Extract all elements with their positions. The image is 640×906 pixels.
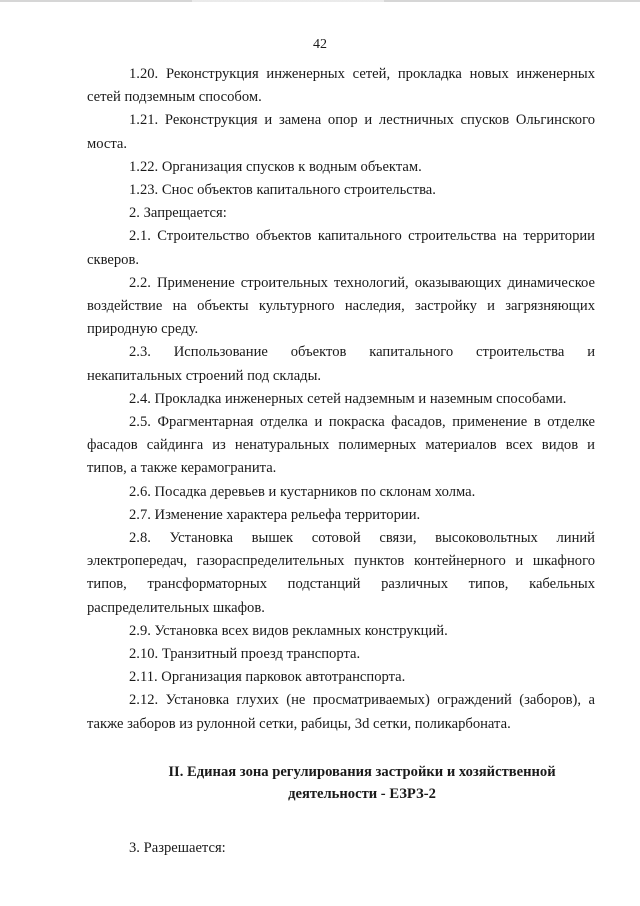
- section-heading: II. Единая зона регулирования застройки и хозяйственной деятельности - ЕЗРЗ-2: [168, 763, 556, 802]
- paragraph-2-2: 2.2. Применение строительных технологий, оказывающих динамическое воздействие на объекты культурного наследия, застройку и загрязняющих природную среду.: [87, 274, 595, 338]
- top-edge-line: [0, 0, 640, 2]
- paragraph-2-3: 2.3. Использование объектов капитального строительства и некапитальных строений под склады.: [87, 344, 595, 384]
- page-number: 42: [313, 37, 327, 52]
- paragraph-2-prohibited: 2. Запрещается:: [129, 205, 227, 222]
- paragraph-1-22: 1.22. Организация спусков к водным объектам.: [129, 158, 422, 175]
- paragraph-2-8: 2.8. Установка вышек сотовой связи, высоковольтных линий электропередач, газораспределительных пунктов контейнерного и шкафного типов, трансформаторных подстанций различных типов, кабельных распределительных шкафов.: [87, 530, 595, 616]
- paragraph-2-10: 2.10. Транзитный проезд транспорта.: [129, 646, 361, 663]
- paragraph-2-7: 2.7. Изменение характера рельефа территории.: [129, 506, 421, 523]
- paragraph-1-23: 1.23. Снос объектов капитального строительства.: [129, 182, 436, 199]
- paragraph-2-4: 2.4. Прокладка инженерных сетей надземным и наземным способами.: [129, 390, 567, 407]
- paragraph-1-21: 1.21. Реконструкция и замена опор и лестничных спусков Ольгинского моста.: [87, 112, 595, 152]
- paragraph-2-6: 2.6. Посадка деревьев и кустарников по склонам холма.: [129, 483, 476, 500]
- document-body: [87, 63, 595, 860]
- paragraph-2-1: 2.1. Строительство объектов капитального строительства на территории скверов.: [87, 228, 595, 268]
- paragraph-2-5: 2.5. Фрагментарная отделка и покраска фасадов, применение в отделке фасадов сайдинга из ненатуральных полимерных материалов всех видов и типов, а также керамогранита.: [87, 414, 595, 477]
- paragraph-3-allowed: 3. Разрешается:: [129, 839, 226, 856]
- paragraph-2-9: 2.9. Установка всех видов рекламных конструкций.: [129, 622, 448, 639]
- paragraph-1-20: 1.20. Реконструкция инженерных сетей, прокладка новых инженерных сетей подземным способом.: [87, 66, 595, 106]
- paragraph-2-11: 2.11. Организация парковок автотранспорта.: [129, 669, 406, 686]
- paragraph-2-12: 2.12. Установка глухих (не просматриваемых) ограждений (заборов), а также заборов из рулонной сетки, рабицы, 3d сетки, поликарбоната.: [87, 692, 595, 732]
